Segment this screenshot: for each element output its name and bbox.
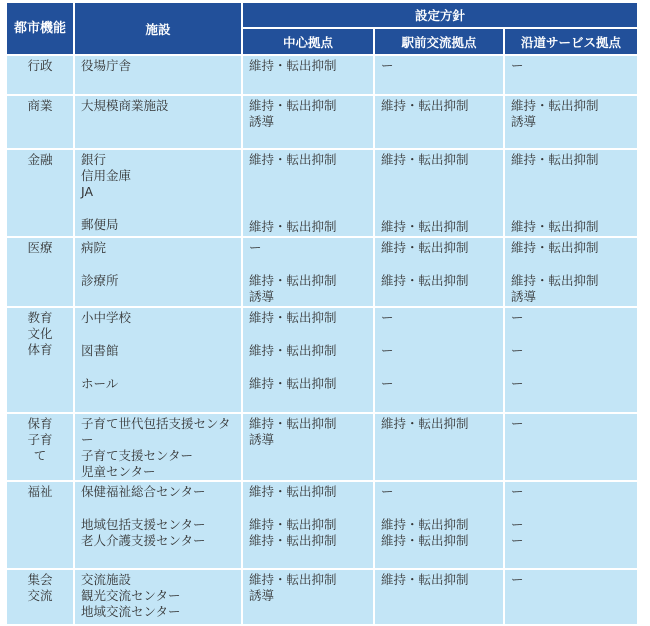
center-policy-cell-line: 維持・転出抑制	[249, 152, 337, 167]
center-policy-cell-line: 維持・転出抑制	[249, 58, 337, 73]
facility-policy-table-wrapper	[5, 1, 637, 626]
function-label-part: 文化	[27, 326, 53, 341]
facility-cell	[75, 150, 241, 236]
header-facility: 施設	[75, 3, 241, 54]
station-policy-cell-line	[381, 168, 497, 185]
facility-cell-line	[81, 200, 235, 217]
station-policy-cell	[375, 482, 503, 568]
center-policy-cell-line: 誘導	[249, 114, 275, 129]
facility-cell-line: 図書館	[81, 343, 119, 358]
function-cell: 金融	[7, 150, 73, 236]
function-label-part: 子育	[27, 432, 53, 447]
station-policy-cell	[375, 414, 503, 480]
roadside-policy-cell-line	[511, 202, 631, 219]
function-label-part: 教育	[27, 310, 53, 325]
facility-cell-line	[81, 326, 235, 343]
roadside-policy-cell	[505, 150, 637, 236]
facility-cell-line: JA	[81, 184, 94, 199]
roadside-policy-cell-line: 維持・転出抑制	[511, 152, 599, 167]
facility-cell-line: 保健福祉総合センター	[81, 484, 206, 499]
roadside-policy-cell-line: 維持・転出抑制	[511, 219, 599, 234]
facility-cell-line: 診療所	[81, 273, 119, 288]
center-policy-cell	[243, 482, 373, 568]
table-row	[7, 570, 637, 624]
center-policy-cell-line: 維持・転出抑制	[249, 572, 337, 587]
roadside-policy-cell-line	[511, 256, 631, 273]
facility-cell-line: 病院	[81, 240, 107, 255]
table-row	[7, 238, 637, 306]
roadside-policy-cell	[505, 56, 637, 94]
function-label-part: 体育	[27, 342, 53, 357]
table-body	[7, 56, 637, 624]
roadside-policy-cell-line: ー	[511, 58, 524, 73]
header-function-label: 都市機能	[13, 20, 66, 36]
center-policy-cell-line	[249, 185, 367, 202]
table-row	[7, 56, 637, 94]
facility-cell	[75, 56, 241, 94]
roadside-policy-cell-line	[511, 359, 631, 376]
station-policy-cell-line: ー	[381, 484, 394, 499]
function-cell: 福祉	[7, 482, 73, 568]
roadside-policy-cell	[505, 96, 637, 148]
station-policy-cell	[375, 150, 503, 236]
facility-cell	[75, 308, 241, 412]
station-policy-cell-line: 維持・転出抑制	[381, 416, 469, 431]
station-policy-cell	[375, 96, 503, 148]
roadside-policy-cell	[505, 238, 637, 306]
roadside-policy-cell-line: ー	[511, 310, 524, 325]
center-policy-cell-line: 維持・転出抑制	[249, 343, 337, 358]
center-policy-cell-line: 維持・転出抑制	[249, 484, 337, 499]
facility-cell-line	[81, 359, 235, 376]
center-policy-cell	[243, 56, 373, 94]
station-policy-cell-line: ー	[381, 310, 394, 325]
facility-cell-line: 交流施設	[81, 572, 132, 587]
station-policy-cell	[375, 570, 503, 624]
center-policy-cell-line	[249, 168, 367, 185]
facility-cell-line	[81, 256, 235, 273]
roadside-policy-cell	[505, 308, 637, 412]
center-policy-cell	[243, 150, 373, 236]
center-policy-cell-line	[249, 202, 367, 219]
facility-cell-line: 大規模商業施設	[81, 98, 169, 113]
roadside-policy-cell-line: ー	[511, 517, 524, 532]
facility-cell-line: 子育て支援センター	[81, 448, 194, 463]
facility-policy-table	[5, 1, 639, 626]
facility-cell-line: 地域交流センター	[81, 604, 181, 619]
center-policy-cell-line: 維持・転出抑制	[249, 416, 337, 431]
station-policy-cell-line: ー	[381, 58, 394, 73]
table-row	[7, 96, 637, 148]
table-row	[7, 308, 637, 412]
center-policy-cell-line	[249, 256, 367, 273]
facility-cell-line: 郵便局	[81, 217, 119, 232]
roadside-policy-cell-line	[511, 500, 631, 517]
center-policy-cell-line: 維持・転出抑制	[249, 376, 337, 391]
table-row	[7, 150, 637, 236]
function-cell: 医療	[7, 238, 73, 306]
header-center: 中心拠点	[243, 29, 373, 54]
facility-cell-line	[81, 500, 235, 517]
center-policy-cell-line	[249, 359, 367, 376]
roadside-policy-cell-line: ー	[511, 484, 524, 499]
function-label-part: 保育	[27, 416, 53, 431]
roadside-policy-cell-line: 維持・転出抑制	[511, 98, 599, 113]
facility-cell	[75, 238, 241, 306]
station-policy-cell-line: ー	[381, 376, 394, 391]
center-policy-cell-line	[249, 500, 367, 517]
center-policy-cell-line: 維持・転出抑制	[249, 219, 337, 234]
function-label-part: 集会	[27, 572, 53, 587]
roadside-policy-cell-line: ー	[511, 533, 524, 548]
station-policy-cell-line: 維持・転出抑制	[381, 517, 469, 532]
facility-cell	[75, 482, 241, 568]
center-policy-cell-line: 誘導	[249, 588, 275, 603]
facility-cell-line: 老人介護支援センター	[81, 533, 206, 548]
facility-cell-line: 子育て世代包括支援センター	[81, 416, 231, 447]
roadside-policy-cell-line	[511, 326, 631, 343]
station-policy-cell-line: 維持・転出抑制	[381, 240, 469, 255]
center-policy-cell	[243, 238, 373, 306]
header-policy: 設定方針	[243, 3, 637, 27]
center-policy-cell-line: 維持・転出抑制	[249, 98, 337, 113]
roadside-policy-cell-line	[511, 185, 631, 202]
roadside-policy-cell-line: 誘導	[511, 114, 537, 129]
station-policy-cell	[375, 308, 503, 412]
station-policy-cell-line: 維持・転出抑制	[381, 98, 469, 113]
function-cell	[7, 570, 73, 624]
station-policy-cell-line: 維持・転出抑制	[381, 219, 469, 234]
roadside-policy-cell-line: ー	[511, 572, 524, 587]
center-policy-cell-line	[249, 326, 367, 343]
center-policy-cell-line: 誘導	[249, 432, 275, 447]
facility-cell-line: 児童センター	[81, 464, 156, 479]
facility-cell-line: 役場庁舎	[81, 58, 132, 73]
facility-cell	[75, 414, 241, 480]
function-cell	[7, 308, 73, 412]
facility-cell	[75, 96, 241, 148]
function-cell: 行政	[7, 56, 73, 94]
center-policy-cell-line: 誘導	[249, 289, 275, 304]
header-function	[7, 3, 73, 54]
station-policy-cell-line	[381, 185, 497, 202]
center-policy-cell	[243, 570, 373, 624]
station-policy-cell-line	[381, 202, 497, 219]
roadside-policy-cell-line: 維持・転出抑制	[511, 273, 599, 288]
roadside-policy-cell-line	[511, 168, 631, 185]
facility-cell-line: 信用金庫	[81, 168, 132, 183]
center-policy-cell-line: 維持・転出抑制	[249, 310, 337, 325]
station-policy-cell-line	[381, 326, 497, 343]
roadside-policy-cell-line: ー	[511, 343, 524, 358]
roadside-policy-cell	[505, 570, 637, 624]
center-policy-cell-line: 維持・転出抑制	[249, 533, 337, 548]
station-policy-cell-line: 維持・転出抑制	[381, 152, 469, 167]
facility-cell-line: 銀行	[81, 152, 107, 167]
roadside-policy-cell-line: 維持・転出抑制	[511, 240, 599, 255]
center-policy-cell-line: ー	[249, 240, 262, 255]
station-policy-cell-line: 維持・転出抑制	[381, 533, 469, 548]
center-policy-cell	[243, 308, 373, 412]
facility-cell-line: 地域包括支援センター	[81, 517, 206, 532]
station-policy-cell-line: 維持・転出抑制	[381, 572, 469, 587]
function-label-part: 交流	[27, 588, 53, 603]
center-policy-cell	[243, 414, 373, 480]
center-policy-cell	[243, 96, 373, 148]
station-policy-cell	[375, 238, 503, 306]
facility-cell-line: 観光交流センター	[81, 588, 181, 603]
station-policy-cell-line	[381, 359, 497, 376]
roadside-policy-cell	[505, 482, 637, 568]
function-cell	[7, 414, 73, 480]
center-policy-cell-line: 維持・転出抑制	[249, 273, 337, 288]
station-policy-cell	[375, 56, 503, 94]
station-policy-cell-line: 維持・転出抑制	[381, 273, 469, 288]
station-policy-cell-line	[381, 500, 497, 517]
header-roadside: 沿道サービス拠点	[505, 29, 637, 54]
table-row	[7, 482, 637, 568]
roadside-policy-cell	[505, 414, 637, 480]
facility-cell-line: 小中学校	[81, 310, 132, 325]
table-row	[7, 414, 637, 480]
facility-cell-line: ホール	[81, 376, 119, 391]
center-policy-cell-line: 維持・転出抑制	[249, 517, 337, 532]
header-station: 駅前交流拠点	[375, 29, 503, 54]
station-policy-cell-line: ー	[381, 343, 394, 358]
facility-cell	[75, 570, 241, 624]
roadside-policy-cell-line: ー	[511, 416, 524, 431]
roadside-policy-cell-line: ー	[511, 376, 524, 391]
station-policy-cell-line	[381, 256, 497, 273]
roadside-policy-cell-line: 誘導	[511, 289, 537, 304]
function-label-part: て	[33, 448, 47, 463]
function-cell: 商業	[7, 96, 73, 148]
